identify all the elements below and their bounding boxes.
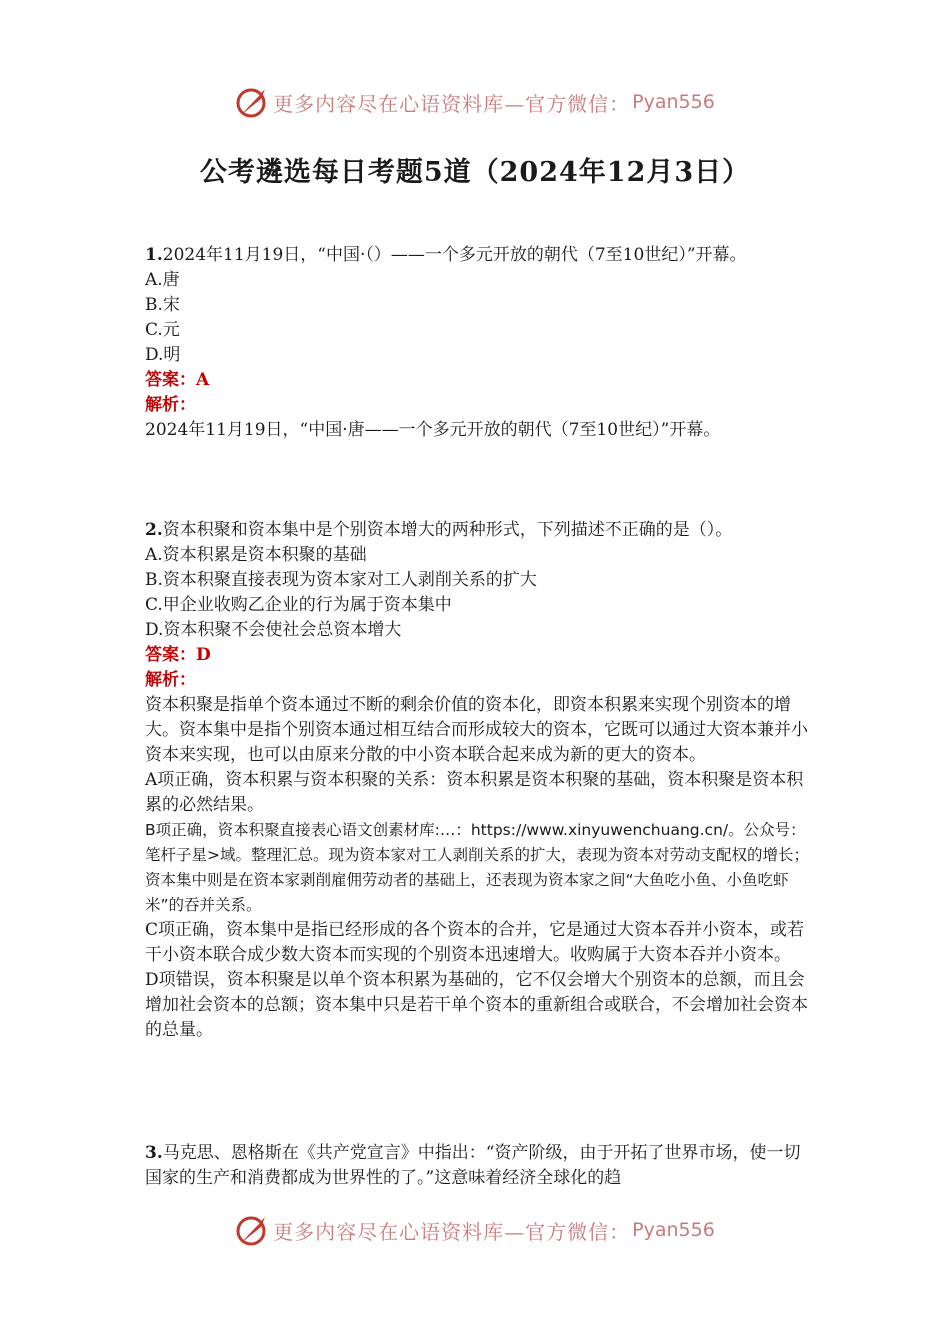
page-title: 公考遴选每日考题5道（2024年12月3日） (199, 157, 751, 188)
analysis-label: 解析： (145, 395, 196, 415)
option: C.甲企业收购乙企业的行为属于资本集中 (145, 595, 452, 615)
question-number: 2. (145, 520, 163, 540)
banner-text: 更多内容尽在心语资料库—官方微信： (273, 1219, 631, 1244)
option: A.唐 (145, 270, 180, 290)
question-1 (145, 243, 811, 443)
question-2 (145, 518, 811, 1043)
banner-wechat-id: Pyan556 (632, 1219, 715, 1241)
analysis-paragraph: 2024年11月19日，“中国·唐——一个多元开放的朝代（7至10世纪）”开幕。 (145, 420, 721, 440)
header-banner (0, 82, 950, 122)
question-3 (145, 1141, 811, 1191)
banner-wechat-id: Pyan556 (632, 91, 715, 113)
question-number: 1. (145, 245, 163, 265)
quill-logo-icon (235, 1213, 269, 1247)
banner-text: 更多内容尽在心语资料库—官方微信： (273, 91, 631, 116)
analysis-paragraph: C项正确，资本集中是指已经形成的各个资本的合并，它是通过大资本吞并小资本，或若干小资本联合成少数大资本而实现的个别资本迅速增大。收购属于大资本吞并小资本。 (145, 920, 805, 965)
question-stem: 1.2024年11月19日，“中国·（）——一个多元开放的朝代（7至10世纪）”开幕。 (145, 245, 747, 265)
analysis-paragraph: B项正确，资本积聚直接表心语文创素材库:…：https://www.xinyuwenchuang.cn/。公众号：笔杆子星>域。整理汇总。现为资本家对工人剥削关系的扩大，表现为资本对劳动支配权的增长；资本集中则是在资本家剥削雇佣劳动者的基础上，还表现为资本家之间“大鱼吃小鱼、小鱼吃虾米”的吞并关系。 (145, 821, 809, 914)
analysis-paragraph: A项正确，资本积累与资本积聚的关系：资本积累是资本积聚的基础，资本积聚是资本积累的必然结果。 (145, 770, 804, 815)
option: D.明 (145, 345, 181, 365)
answer: 答案：A (145, 370, 210, 390)
question-stem: 2.资本积聚和资本集中是个别资本增大的两种形式，下列描述不正确的是（）。 (145, 520, 733, 540)
footer-banner (0, 1210, 950, 1250)
option: C.元 (145, 320, 180, 340)
analysis-label: 解析： (145, 670, 196, 690)
option: A.资本积累是资本积聚的基础 (145, 545, 367, 565)
quill-logo-icon (235, 85, 269, 119)
analysis-paragraph: 资本积聚是指单个资本通过不断的剩余价值的资本化，即资本积累来实现个别资本的增大。资本集中是指个别资本通过相互结合而形成较大的资本，它既可以通过大资本兼并小资本来实现，也可以由原来分散的中小资本联合起来成为新的更大的资本。 (145, 695, 808, 765)
question-stem: 3.马克思、恩格斯在《共产党宣言》中指出：“资产阶级，由于开拓了世界市场，使一切国家的生产和消费都成为世界性的了。”这意味着经济全球化的趋 (145, 1143, 801, 1188)
option: B.宋 (145, 295, 180, 315)
analysis-paragraph: D项错误，资本积聚是以单个资本积累为基础的，它不仅会增大个别资本的总额，而且会增加社会资本的总额；资本集中只是若干单个资本的重新组合或联合，不会增加社会资本的总量。 (145, 970, 808, 1040)
option: D.资本积聚不会使社会总资本增大 (145, 620, 402, 640)
option: B.资本积聚直接表现为资本家对工人剥削关系的扩大 (145, 570, 537, 590)
question-number: 3. (145, 1143, 163, 1163)
answer: 答案：D (145, 645, 211, 665)
